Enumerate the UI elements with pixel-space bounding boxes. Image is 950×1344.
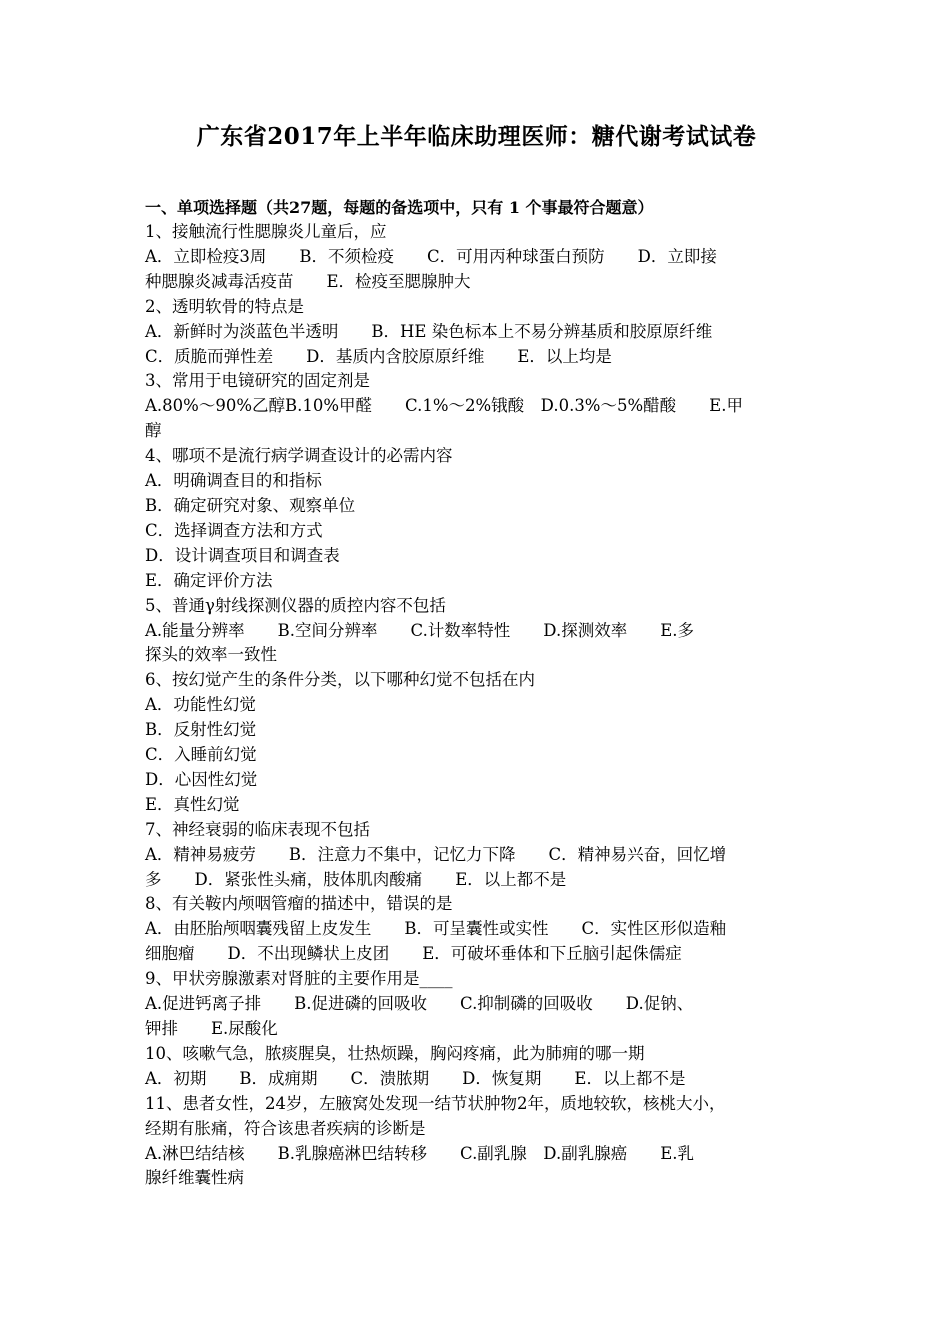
section-heading: 一、单项选择题（共27题，每题的备选项中，只有 1 个事最符合题意） [145, 198, 654, 217]
text-line: C．质脆而弹性差 D．基质内含胶原原纤维 E．以上均是 [145, 346, 612, 366]
text-line: 细胞瘤 D．不出现鳞状上皮团 E．可破坏垂体和下丘脑引起侏儒症 [145, 944, 682, 964]
text-line: A．新鲜时为淡蓝色半透明 B．HE 染色标本上不易分辨基质和胶原原纤维 [145, 321, 713, 341]
text-line: 11、患者女性，24岁，左腋窝处发现一结节状肿物2年，质地较软，核桃大小， [145, 1093, 726, 1113]
text-line: 种腮腺炎减毒活疫苗 E．检疫至腮腺肿大 [145, 271, 471, 291]
text-line: 1、接触流行性腮腺炎儿童后，应 [145, 222, 387, 241]
text-line: C．入睡前幻觉 [145, 745, 257, 765]
text-line: A．功能性幻觉 [145, 695, 256, 715]
text-line: D．设计调查项目和调查表 [145, 545, 340, 565]
text-line: 5、普通γ射线探测仪器的质控内容不包括 [145, 595, 446, 615]
text-line: C．选择调查方法和方式 [145, 520, 323, 540]
text-line: 经期有胀痛，符合该患者疾病的诊断是 [145, 1118, 426, 1138]
text-line: 2、透明软骨的特点是 [145, 296, 304, 316]
text-line: E．真性幻觉 [145, 794, 240, 814]
text-line: 4、哪项不是流行病学调查设计的必需内容 [145, 446, 453, 466]
question-list [145, 220, 808, 1191]
text-line: 多 D．紧张性头痛，肢体肌肉酸痛 E．以上都不是 [145, 869, 567, 889]
text-line: A．立即检疫3周 B．不须检疫 C．可用丙种球蛋白预防 D．立即接 [145, 246, 717, 266]
text-line: A．由胚胎颅咽囊残留上皮发生 B．可呈囊性或实性 C．实性区形似造釉 [145, 919, 727, 939]
text-line: 腺纤维囊性病 [145, 1168, 244, 1188]
text-line: 9、甲状旁腺激素对肾脏的主要作用是____ [145, 969, 453, 989]
text-line: 醇 [145, 421, 162, 441]
text-line: A.80%～90%乙醇B.10%甲醛 C.1%～2%锇酸 D.0.3%～5%醋酸 E.甲 [145, 396, 743, 416]
document-title: 广东省2017年上半年临床助理医师：糖代谢考试试卷 [196, 123, 757, 150]
text-line: A．明确调查目的和指标 [145, 471, 322, 491]
text-line: 钾排 E.尿酸化 [145, 1019, 278, 1038]
text-line: A．初期 B．成痈期 C．溃脓期 D．恢复期 E．以上都不是 [145, 1068, 686, 1088]
text-line: A.能量分辨率 B.空间分辨率 C.计数率特性 D.探测效率 E.多 [145, 620, 694, 640]
text-line: B．反射性幻觉 [145, 720, 257, 740]
text-line: A．精神易疲劳 B．注意力不集中，记忆力下降 C．精神易兴奋，回忆增 [145, 844, 727, 864]
text-line: 探头的效率一致性 [145, 645, 277, 665]
text-line: 3、常用于电镜研究的固定剂是 [145, 371, 370, 391]
text-line: B．确定研究对象、观察单位 [145, 495, 356, 515]
text-line: 7、神经衰弱的临床表现不包括 [145, 819, 370, 839]
text-line: 6、按幻觉产生的条件分类，以下哪种幻觉不包括在内 [145, 670, 535, 690]
text-line: 8、有关鞍内颅咽管瘤的描述中，错误的是 [145, 894, 453, 914]
text-line: 10、咳嗽气急，脓痰腥臭，壮热烦躁，胸闷疼痛，此为肺痈的哪一期 [145, 1043, 645, 1063]
text-line: D．心因性幻觉 [145, 769, 258, 789]
text-line: E．确定评价方法 [145, 570, 273, 590]
text-line: A.淋巴结结核 B.乳腺癌淋巴结转移 C.副乳腺 D.副乳腺癌 E.乳 [145, 1143, 694, 1163]
text-line: A.促进钙离子排 B.促进磷的回吸收 C.抑制磷的回吸收 D.促钠、 [145, 994, 694, 1014]
